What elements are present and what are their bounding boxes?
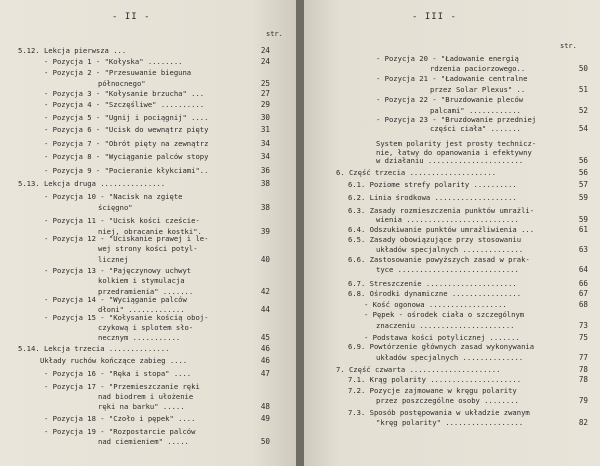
toc-entry-text: - Pozycja 3 - "Kołysanie brzucha" ... — [44, 89, 205, 98]
toc-entry-text: nad biodrem i ułożenie — [98, 392, 194, 401]
toc-entry-text: Układy ruchów kończące zabieg .... — [40, 356, 188, 365]
toc-entry-text: - Pozycja 10 - "Nacisk na zgięte — [44, 192, 183, 201]
toc-page-number: 78 — [578, 375, 588, 384]
toc-entry-text: przedramienia" ....... — [98, 287, 194, 296]
toc-entry-text: - Pozycja 9 - "Pocieranie kłykciami".. — [44, 166, 209, 175]
toc-entry-text: - Podstawa kości potylicznej ....... — [364, 333, 520, 342]
book-gutter — [296, 0, 304, 466]
toc-entry-text: - Pozycja 21 - "Ładowanie centralne — [376, 74, 528, 83]
str-label: str. — [560, 42, 577, 50]
toc-entry-text: - Pozycja 16 - "Ręka i stopa" .... — [44, 369, 192, 378]
toc-entry-text: - Pozycja 17 - "Przemieszczanie ręki — [44, 382, 200, 391]
toc-entry-text: czykową i splotem sło- — [98, 323, 194, 332]
toc-entry-text: 7.3. Sposób postępowania w układzie zwanym — [348, 408, 530, 417]
toc-page-number: 51 — [578, 85, 588, 94]
page-header: - III - — [412, 12, 457, 22]
toc-page-number: 47 — [260, 369, 270, 378]
toc-entry-text: - Pozycja 2 - "Przesuwanie bieguna — [44, 68, 192, 77]
toc-entry-text: tyce ............................ — [376, 265, 519, 274]
toc-entry-text: 5.13. Lekcja druga ............... — [18, 179, 166, 188]
toc-page-number: 75 — [578, 333, 588, 342]
toc-entry-text: kolkiem i stymulacja — [98, 276, 185, 285]
toc-page-number: 30 — [260, 113, 270, 122]
toc-entry-text: 6.2. Linia środkowa ................... — [348, 193, 517, 202]
toc-entry-text: 7.1. Krąg polarity ..................... — [348, 375, 522, 384]
toc-page-number: 77 — [578, 353, 588, 362]
toc-entry-text: 7.2. Pozycje zajmowane w kręgu polarity — [348, 386, 517, 395]
toc-page-number: 54 — [578, 124, 588, 133]
toc-page-number: 31 — [260, 125, 270, 134]
toc-entry-text: - Kość ogonowa .................. — [364, 300, 507, 309]
toc-page-number: 59 — [578, 215, 588, 224]
page-header: - II - — [112, 12, 151, 22]
str-label: str. — [266, 30, 283, 38]
toc-page-number: 61 — [578, 225, 588, 234]
toc-entry-text: nie, łatwy do opanowania i efektywny — [376, 148, 532, 157]
toc-page-number: 45 — [260, 333, 270, 342]
toc-entry-text: 6.1. Poziome strefy polarity .......... — [348, 180, 517, 189]
toc-page-number: 82 — [578, 418, 588, 427]
toc-entry-text: 7. Część czwarta ..................... — [336, 365, 501, 374]
toc-page-number: 64 — [578, 265, 588, 274]
toc-entry-text: 6.4. Odszukiwanie punktów umrażliwienia ... — [348, 225, 535, 234]
toc-entry-text: wienia .......................... — [376, 215, 519, 224]
toc-page-number: 68 — [578, 300, 588, 309]
toc-entry-text: - Pozycja 4 - "Szczęśliwe" .......... — [44, 100, 205, 109]
toc-page-number: 46 — [260, 344, 270, 353]
toc-entry-text: - Pozycja 13 - "Pajęczynowy uchwyt — [44, 266, 192, 275]
toc-page-number: 46 — [260, 356, 270, 365]
toc-entry-text: w działaniu ...................... — [376, 156, 524, 165]
toc-entry-text: ręki na barku" ..... — [98, 402, 185, 411]
toc-page-number: 39 — [260, 227, 270, 236]
toc-entry-text: układów specjalnych .............. — [376, 245, 524, 254]
toc-page-number: 63 — [578, 245, 588, 254]
toc-entry-text: - Pozycja 22 - "Bruzdowanie pleców — [376, 95, 524, 104]
toc-entry-text: - Pępek - ośrodek ciała o szczególnym — [364, 310, 525, 319]
toc-entry-text: 6. Część trzecia .................... — [336, 168, 497, 177]
toc-entry-text: 6.5. Zasady obowiązujące przy stosowaniu — [348, 235, 522, 244]
toc-entry-text: - Pozycja 11 - "Ucisk kości czeście- — [44, 216, 200, 225]
toc-entry-text: układów specjalnych .............. — [376, 353, 524, 362]
toc-page-number: 67 — [578, 289, 588, 298]
toc-page-number: 49 — [260, 414, 270, 423]
toc-entry-text: nad ciemieniem" ..... — [98, 437, 189, 446]
toc-entry-text: - Pozycja 7 - "Obrót pięty na zewnątrz — [44, 139, 209, 148]
toc-page-number: 48 — [260, 402, 270, 411]
toc-page-number: 40 — [260, 255, 270, 264]
toc-page-number: 44 — [260, 305, 270, 314]
toc-entry-text: wej strony kości potyl- — [98, 244, 198, 253]
toc-entry-text: 6.7. Streszczenie ..................... — [348, 279, 517, 288]
toc-entry-text: 6.6. Zastosowanie powyższych zasad w prak- — [348, 255, 530, 264]
toc-page-number: 56 — [578, 168, 588, 177]
toc-entry-text: ścięgno" — [98, 203, 133, 212]
toc-page-number: 52 — [578, 106, 588, 115]
toc-entry-text: - Pozycja 8 - "Wyciąganie palców stopy — [44, 152, 209, 161]
toc-entry-text: - Pozycja 6 - "Ucisk do wewnątrz pięty — [44, 125, 209, 134]
toc-page-number: 25 — [260, 79, 270, 88]
toc-entry-text: palcami" ............ — [430, 106, 521, 115]
toc-entry-text: 6.3. Zasady rozmieszczenia punktów umrażli- — [348, 206, 535, 215]
toc-entry-text: - Pozycja 15 - "Kołysanie kością oboj- — [44, 313, 209, 322]
toc-page-number: 24 — [260, 57, 270, 66]
toc-entry-text: dłoni" ............. — [98, 305, 185, 314]
toc-entry-text: północnego" — [98, 79, 146, 88]
toc-entry-text: przez poszczególne osoby ........ — [376, 396, 519, 405]
toc-page-number: 79 — [578, 396, 588, 405]
left-page — [0, 0, 296, 466]
toc-page-number: 27 — [260, 89, 270, 98]
toc-page-number: 38 — [260, 179, 270, 188]
toc-page-number: 78 — [578, 365, 588, 374]
toc-entry-text: znaczeniu ...................... — [376, 321, 515, 330]
toc-page-number: 34 — [260, 139, 270, 148]
toc-entry-text: - Pozycja 14 - "Wyciąganie palców — [44, 295, 187, 304]
toc-page-number: 36 — [260, 166, 270, 175]
toc-page-number: 73 — [578, 321, 588, 330]
toc-page-number: 50 — [260, 437, 270, 446]
toc-entry-text: rdzenia paciorzowego.. — [430, 64, 526, 73]
toc-entry-text: 5.14. Lekcja trzecia .............. — [18, 344, 170, 353]
toc-entry-text: - Pozycja 19 - "Rozpostarcie palców — [44, 427, 196, 436]
toc-entry-text: necznym ........... — [98, 333, 181, 342]
toc-page-number: 42 — [260, 287, 270, 296]
toc-entry-text: licznej — [98, 255, 129, 264]
toc-page-number: 56 — [578, 156, 588, 165]
toc-entry-text: System polarity jest prosty technicz- — [376, 139, 537, 148]
toc-entry-text: "kręg polarity" .................. — [376, 418, 524, 427]
toc-page-number: 66 — [578, 279, 588, 288]
toc-entry-text: - Pozycja 12 - "Uciskanie prawej i le- — [44, 234, 209, 243]
toc-page-number: 34 — [260, 152, 270, 161]
toc-entry-text: - Pozycja 20 - "Ładowanie energią — [376, 54, 519, 63]
right-page — [304, 0, 600, 466]
toc-entry-text: - Pozycja 18 - "Czoło i pępek" .... — [44, 414, 196, 423]
toc-page-number: 59 — [578, 193, 588, 202]
toc-entry-text: 6.9. Powtórzenie głównych zasad wykonywania — [348, 342, 535, 351]
toc-page-number: 57 — [578, 180, 588, 189]
toc-entry-text: - Pozycja 1 - "Kołyska" ........ — [44, 57, 183, 66]
toc-entry-text: - Pozycja 23 - "Bruzdowanie przedniej — [376, 115, 537, 124]
toc-entry-text: - Pozycja 5 - "Ugnij i pociągnij" .... — [44, 113, 209, 122]
toc-entry-text: 6.8. Ośrodki dynamiczne ................ — [348, 289, 522, 298]
toc-page-number: 38 — [260, 203, 270, 212]
toc-entry-text: niej, obracanie kostki". — [98, 227, 202, 236]
toc-entry-text: 5.12. Lekcja pierwsza ... — [18, 46, 127, 55]
toc-page-number: 29 — [260, 100, 270, 109]
toc-entry-text: przez Solar Plexus" .. — [430, 85, 526, 94]
toc-page-number: 50 — [578, 64, 588, 73]
toc-page-number: 24 — [260, 46, 270, 55]
toc-entry-text: części ciała" ....... — [430, 124, 521, 133]
